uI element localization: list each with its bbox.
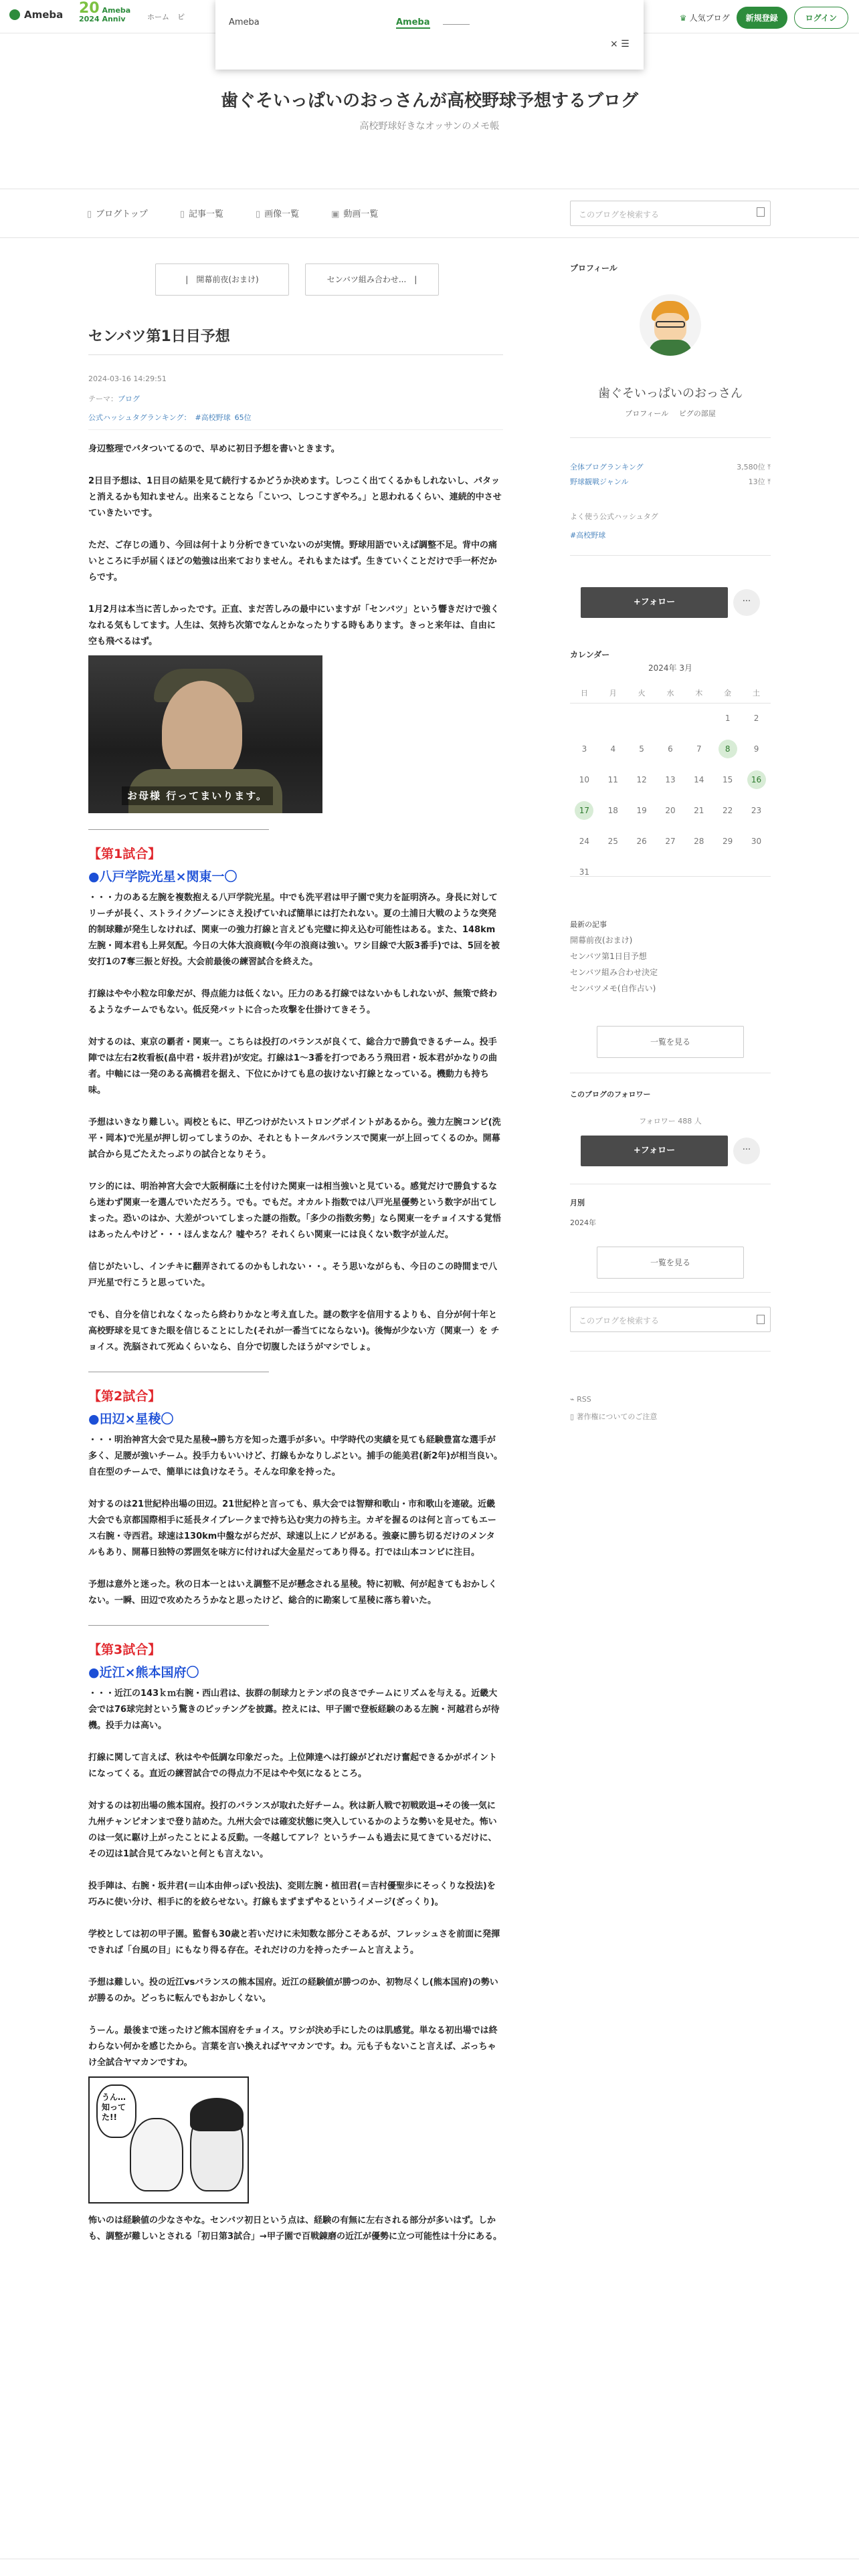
popup-close-icon[interactable]: × ☰ <box>610 39 630 49</box>
crown-icon: ♛ <box>679 13 687 23</box>
chevron-left-icon: | <box>185 275 197 284</box>
popup-divider <box>443 24 470 25</box>
calendar-day <box>684 857 713 887</box>
recent-list <box>570 932 658 996</box>
divider <box>570 437 771 438</box>
recent-list-button[interactable]: 一覧を見る <box>597 1026 744 1058</box>
paragraph: 1月2月は本当に苦しかったです。正直、まだ苦しみの最中にいますが「センバツ」という響きだけで強くなれる気もしてます。人生は、気持ち次第でなんとかなったりする時もあります。きっと来年は、自由に空も飛べるはず。 <box>88 605 500 647</box>
monthly-list-button[interactable]: 一覧を見る <box>597 1247 744 1279</box>
recent-heading: 最新の記事 <box>570 920 607 929</box>
calendar-day <box>570 703 599 734</box>
entry-date: 2024-03-16 14:29:51 <box>88 374 167 383</box>
paragraph: 投手陣は、右腕・坂井君(＝山本由伸っぽい投法)、変則左腕・植田君(＝吉村優聖歩にそっくりな投法)を巧みに使い分け、相手に的を絞らせない。打線もまずまずやるというイメージ(ざっくり)。 <box>88 1881 496 1907</box>
follow-button[interactable]: +フォロー <box>581 587 728 618</box>
calendar-day: 21 <box>694 806 704 815</box>
calendar-day <box>599 857 628 887</box>
calendar-day: 22 <box>723 806 733 815</box>
paragraph: ただ、ご存じの通り、今回は何十より分析できていないのが実情。野球用語でいえば調整不足。背中の痛いところに手が届くほどの勉強は出来ておりません。それもまたはず。生きていくことだけで手一杯だからです。 <box>88 540 498 582</box>
calendar-day: 28 <box>694 837 704 846</box>
home-icon: ▯ <box>87 209 92 219</box>
calendar-day <box>599 703 628 734</box>
calendar-day: 1 <box>725 714 731 724</box>
calendar-day: 4 <box>610 744 616 754</box>
list-icon: ▯ <box>179 209 185 219</box>
game1-heading: 【第1試合】 <box>88 847 161 861</box>
sidebar-hashtag[interactable]: #高校野球 <box>570 531 606 540</box>
calendar-day: 19 <box>636 806 647 815</box>
divider <box>88 1625 269 1626</box>
calendar-day[interactable]: 8 <box>713 734 742 764</box>
paragraph: ワシ的には、明治神宮大会で大阪桐蔭に土を付けた関東一は相当強いと見ている。感覚だけで勝負するなら迷わず関東一を選んでいただろう。でも。でもだ。オカルト指数では八戸光星優勢という数字が出てしまった。恐いのはか、大差がついてしまった謎の指数。「多少の指数劣勢」なら関東一をチョイスする覚悟はあったんやけど・・・ほんまなん？嘘やろ？それくらい関東一には良くない数字が並んだ。 <box>88 1182 501 1240</box>
paragraph: 予想は難しい。投の近江vsバランスの熊本国府。近江の経験値が勝つのか、初物尽くし(熊本国府)の勢いが勝るのか。どっちに転んでもおかしくない。 <box>88 1977 498 2004</box>
paragraph: 予想は意外と迷った。秋の日本一とはいえ調整不足が懸念される星稜。特に初戦、何が起きてもおかしくない。一瞬、田辺で攻めたろうかなと思ったけど、総合的に勘案して星稜に落ち着いた。 <box>88 1580 498 1606</box>
calendar-day <box>656 857 685 887</box>
paragraph: 打線はやや小粒な印象だが、得点能力は低くない。圧力のある打線ではないかもしれないが、無策で終わるようなチームでもない。低反発バットに合った攻撃を仕掛けてきそう。 <box>88 989 498 1015</box>
copyright-link[interactable]: ▯ 著作権についてのご注意 <box>570 1412 658 1421</box>
calendar-day: 25 <box>607 837 618 846</box>
calendar-grid <box>570 683 771 887</box>
manga-image[interactable] <box>88 2076 249 2204</box>
paragraph: ・・・明治神宮大会で見た星稜→勝ち方を知った選手が多い。中学時代の実績を見ても経験豊富な選手が多く、足腰が強いチーム。投手力もいいけど、打線もかなりしぶとい。捕手の能美君(新2年)が相当良い。自在型のチームで、簡単には負けなそう。そんな印象を持った。 <box>88 1435 503 1477</box>
calendar-weekday: 火 <box>628 683 656 703</box>
profile-links[interactable]: プロフィール ピグの部屋 <box>625 409 716 418</box>
calendar <box>570 662 771 887</box>
avatar-suit <box>649 340 692 356</box>
calendar-weekday: 月 <box>599 683 628 703</box>
calendar-day[interactable]: 17 <box>570 795 599 826</box>
game2-matchup: ●田辺×星稜〇 <box>88 1412 174 1426</box>
calendar-day <box>742 857 771 887</box>
calendar-day: 13 <box>665 775 676 784</box>
calendar-month: 2024年 3月 <box>648 663 692 673</box>
calendar-day: 2 <box>753 714 759 724</box>
image-icon: ▯ <box>255 209 261 219</box>
divider <box>88 354 503 355</box>
sidebar-search-input[interactable]: このブログを検索する <box>570 1307 771 1332</box>
calendar-day: 24 <box>579 837 590 846</box>
follower-count[interactable]: フォロワー 488 人 <box>639 1117 702 1125</box>
game2-heading: 【第2試合】 <box>88 1389 161 1404</box>
calendar-day: 9 <box>753 744 759 754</box>
calendar-day: 23 <box>751 806 762 815</box>
top-nav <box>147 11 185 22</box>
calendar-day: 11 <box>607 775 618 784</box>
global-nav <box>0 189 859 238</box>
hashtag-heading: よく使う公式ハッシュタグ <box>570 512 658 521</box>
calendar-day: 29 <box>723 837 733 846</box>
calendar-day: 15 <box>723 775 733 784</box>
avatar-glasses <box>656 321 685 328</box>
paragraph: 対するのは21世紀枠出場の田辺。21世紀枠と言っても、県大会では智辯和歌山・市和歌山を連破。近畿大会でも京都国際相手に延長タイブレークまで持ち込む実力の持ち主。カギを握るのは何と言ってもエース右腕・寺西君。球速は130km中盤ながらだが、球速以上にノビがある。強豪に勝ち切るだけのメンタルもあり、開幕日独特の雰囲気を味方に付ければ大金星だってあり得る。打では山本コンビに注目。 <box>88 1499 496 1558</box>
calendar-weekday: 水 <box>656 683 685 703</box>
hashtag-rank: 65位 <box>234 413 252 422</box>
divider <box>88 429 503 430</box>
paragraph: 信じがたいし、インチキに翻弄されてるのかもしれない・・。そう思いながらも、今日のこの時間まで八戸光星で行こうと思っていた。 <box>88 1262 498 1288</box>
calendar-day: 6 <box>668 744 673 754</box>
paragraph: 対するのは、東京の覇者・関東一。こちらは投打のバランスが良くて、総合力で勝負できるチーム。投手陣では左右2枚看板(畠中君・坂井君)が安定。打線は1〜3番を打つであろう飛田君・坂本君がかなりの曲者。中軸には一発のある高橋君を据え、下位にかけても息の抜けない打線となっている。機動力も持ち味。 <box>88 1037 498 1095</box>
calendar-day: 5 <box>639 744 644 754</box>
recent-item[interactable]: センバツ組み合わせ決定 <box>570 968 658 977</box>
popup-brand: Ameba <box>229 17 260 27</box>
divider <box>570 555 771 556</box>
calendar-day: 18 <box>607 806 618 815</box>
monthly-heading: 月別 <box>570 1198 585 1207</box>
divider <box>88 829 269 830</box>
paragraph: ・・・力のある左腕を複数抱える八戸学院光星。中でも洗平君は甲子園で実力を証明済み。身長に対してリーチが長く、ストライクゾーンにさえ投げていれば簡単には打たれない。夏の土浦日大戦のような突発的制球難が発生しなければ、関東一の強力打線と言えども完璧に抑え込む可能性はある。また、148km左腕・岡本君も上昇気配。今日の大体大浪商戦(今年の浪商は強い。ワシ目線で大阪3番手)では、5回を被安打1の7奪三振と好投。大会前最後の練習試合を終えた。 <box>88 893 500 967</box>
hashtag-link[interactable]: #高校野球 <box>195 413 231 422</box>
paragraph: うーん。最後まで迷ったけど熊本国府をチョイス。ワシが決め手にしたのは肌感覚。単なる初出場では終わらない何かを感じたから。言葉を言い換えればヤマカンです。わ。元も子もないこと言えば、ぶっちゃけ全試合ヤマカンですわ。 <box>88 2026 498 2068</box>
paragraph: 対するのは初出場の熊本国府。投打のバランスが取れた好チーム。秋は新人戦で初戦敗退→その後一気に九州チャンピオンまで登り詰めた。九州大会では確変状態に突入しているかのような勢いを見せた。怖いのは一気に駆け上がったことによる反動。一冬越してアレ？というチームも過去に見てきているだけに、その辺は1試合見てみないと何とも言えない。 <box>88 1801 497 1859</box>
calendar-weekday: 日 <box>570 683 599 703</box>
rss-link[interactable]: ⌁ RSS <box>570 1395 591 1404</box>
paragraph: 怖いのは経験値の少なさやな。センバツ初日という点は、経験の有無に左右される部分が多いはず。しかも、調整が難しいとされる「初日第3試合」→甲子園で百戦錬磨の近江が優勢に立つ可能性は十分にある。 <box>88 2216 502 2242</box>
blog-title[interactable]: 歯ぐそいっぱいのおっさんが高校野球予想するブログ <box>220 91 638 111</box>
rss-icon: ⌁ <box>570 1395 577 1404</box>
rank-overall[interactable]: 全体ブログランキング 3,580位 ⤒ <box>570 463 771 471</box>
entry-theme: テーマ：ブログ <box>88 395 140 403</box>
recent-item[interactable]: センバツメモ(自作占い) <box>570 984 656 993</box>
popular-blog-link[interactable]: ♛ 人気ブログ <box>679 13 730 23</box>
monthly-year[interactable]: 2024年 <box>570 1218 596 1227</box>
nav-image-list[interactable]: ▯ 画像一覧 <box>255 209 300 219</box>
search-icon[interactable] <box>757 1315 765 1324</box>
entry-body <box>88 441 503 2261</box>
ameba-logo-icon <box>9 9 20 20</box>
video-icon: ▣ <box>331 209 340 219</box>
recent-item[interactable]: センバツ第1日目予想 <box>570 952 647 961</box>
calendar-day: 7 <box>696 744 702 754</box>
follower-heading: このブログのフォロワー <box>570 1090 651 1099</box>
theme-link[interactable]: ブログ <box>118 395 140 403</box>
calendar-day: 3 <box>581 744 587 754</box>
paragraph: でも、自分を信じれなくなったら終わりかなと考え直した。謎の数字を信用するよりも、自分が何十年と高校野球を見てきた眼を信じることにした(それが一番当てにならない)。後悔が少ない方（関東一）を チョイス。洗脳されて死ぬくらいなら、自分で切腹したほうがマシでしょ。 <box>88 1310 500 1352</box>
ameba-popup <box>215 0 644 70</box>
calendar-day <box>656 703 685 734</box>
profile-avatar[interactable] <box>640 294 701 356</box>
chevron-right-icon: | <box>406 275 417 284</box>
more-options-button-2[interactable]: ··· <box>733 1138 760 1164</box>
calendar-day: 27 <box>665 837 676 846</box>
soldier-face <box>162 681 242 781</box>
profile-heading: プロフィール <box>570 263 617 273</box>
nav-video-list[interactable]: ▣ 動画一覧 <box>331 209 379 219</box>
paragraph: 身辺整理でバタついてるので、早めに初日予想を書いときます。 <box>88 444 340 454</box>
calendar-day <box>684 703 713 734</box>
document-icon: ▯ <box>570 1412 577 1421</box>
manga-face-left <box>130 2118 183 2191</box>
entry-hashtags <box>88 412 252 423</box>
calendar-day: 10 <box>579 775 590 784</box>
paragraph: 予想はいきなり難しい。両校ともに、甲乙つけがたいストロングポイントがあるから。強力左腕コンビ(洗平・岡本)で光星が押し切ってしまうのか、それともトータルバランスで関東一が上回ってくるのか。開幕試合から見ごたえたっぷりの試合となりそう。 <box>88 1117 501 1160</box>
calendar-weekday: 土 <box>742 683 771 703</box>
prev-entry-button[interactable]: | 開幕前夜(おまけ) <box>155 263 289 296</box>
nav-entry-list[interactable]: ▯ 記事一覧 <box>179 209 223 219</box>
game3-matchup: ●近江×熊本国府〇 <box>88 1665 199 1680</box>
paragraph: 2日目予想は、1日目の結果を見て続行するかどうか決めます。しつこく出てくるかもしれないし、パタッと消えるかも知れません。出来ることなら「こいつ、しつこすぎやろ。」と思われるくらい、連続的中させていきたいです。 <box>88 476 502 518</box>
calendar-day <box>628 703 656 734</box>
divider <box>570 1292 771 1293</box>
recent-item[interactable]: 開幕前夜(おまけ) <box>570 936 633 945</box>
popup-brand-tab[interactable]: Ameba <box>396 17 430 27</box>
calendar-day <box>713 857 742 887</box>
login-button[interactable]: ログイン <box>794 7 848 29</box>
top-nav-home[interactable]: ホーム <box>147 13 169 21</box>
register-button[interactable]: 新規登録 <box>737 7 787 29</box>
image-subtitle: お母様 行ってまいります。 <box>122 786 273 805</box>
follow-button-2[interactable]: +フォロー <box>581 1136 728 1166</box>
calendar-day: 12 <box>636 775 647 784</box>
blog-search-input[interactable]: このブログを検索する <box>570 201 771 226</box>
more-options-button[interactable]: ··· <box>733 589 760 616</box>
hashtag-ranking-link[interactable]: 公式ハッシュタグランキング： <box>88 413 191 422</box>
paragraph: ・・・近江の143ｋｍ右腕・西山君は、抜群の制球力とテンポの良さでチームにリズムを与える。近畿大会では76球完封という驚きのピッチングを披露。控えには、甲子園で登板経験のある左腕・河越君らが待機。投手力は高い。 <box>88 1689 500 1731</box>
paragraph: 打線に関して言えば、秋はやや低調な印象だった。上位陣達へは打線がどれだけ奮起できるかがポイントになってくる。直近の練習試合での得点力不足はやや気になるところ。 <box>88 1753 498 1779</box>
calendar-day: 26 <box>636 837 647 846</box>
nav-blog-top[interactable]: ▯ ブログトップ <box>87 209 148 219</box>
divider <box>570 1351 771 1352</box>
calendar-day: 31 <box>579 867 590 877</box>
calendar-day <box>628 857 656 887</box>
anniversary-logo: 20 Ameba 2024 Anniv <box>79 0 131 23</box>
blog-description: 高校野球好きなオッサンのメモ帳 <box>359 121 500 132</box>
game1-matchup: ●八戸学院光星×関東一〇 <box>88 869 237 884</box>
calendar-weekday: 木 <box>684 683 713 703</box>
next-entry-button[interactable]: センバツ組み合わせ... | <box>305 263 439 296</box>
profile-name[interactable]: 歯ぐそいっぱいのおっさん <box>598 387 743 401</box>
calendar-day: 30 <box>751 837 762 846</box>
top-nav-pigg[interactable]: ピ <box>177 13 185 21</box>
speech-bubble: うん… 知ってた!! <box>96 2084 136 2138</box>
divider <box>570 876 771 877</box>
calendar-weekday: 金 <box>713 683 742 703</box>
paragraph: 学校としては初の甲子園。監督も30歳と若いだけに未知数な部分こそあるが、フレッシュさを前面に発揮できれば「台風の目」にもなり得る存在。それだけの力を持ったチームと言えよう。 <box>88 1929 500 1955</box>
avatar-face <box>654 313 686 342</box>
manga-hair <box>190 2098 244 2131</box>
search-icon[interactable] <box>757 207 765 217</box>
calendar-day[interactable]: 16 <box>742 764 771 795</box>
rank-genre[interactable]: 野球観戦ジャンル 13位 ⤒ <box>570 477 771 486</box>
game3-heading: 【第3試合】 <box>88 1642 161 1657</box>
entry-image[interactable] <box>88 655 322 813</box>
ameba-logo[interactable]: Ameba <box>9 9 63 21</box>
calendar-day: 14 <box>694 775 704 784</box>
entry-title[interactable]: センバツ第1日目予想 <box>88 328 230 345</box>
calendar-day: 20 <box>665 806 676 815</box>
calendar-heading: カレンダー <box>570 650 610 659</box>
